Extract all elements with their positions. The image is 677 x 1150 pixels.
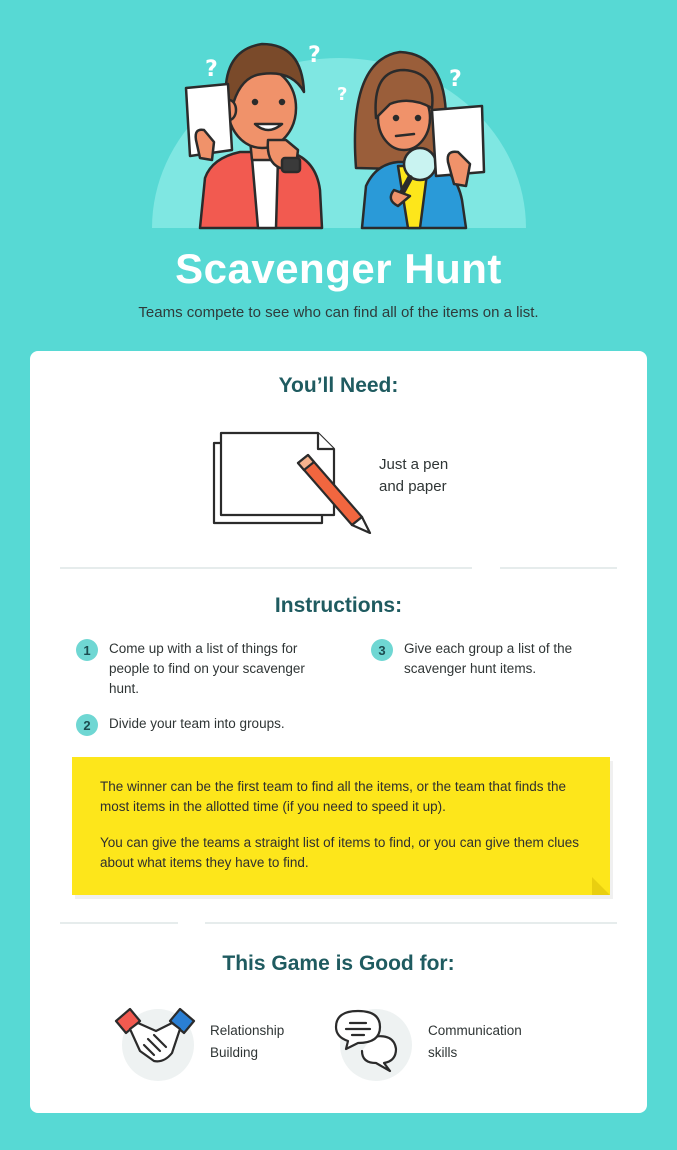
good-for-label [210, 1020, 320, 1064]
divider [500, 567, 617, 569]
good-for-heading: This Game is Good for: [222, 952, 455, 975]
need-item-line1: Just a pen [379, 456, 449, 473]
need-item-line2: and paper [379, 478, 447, 495]
instruction-step-2 [76, 714, 336, 736]
note-paragraph-1: The winner can be the first team to find all the items, or the team that finds the most items in the allotted time (if you need to speed it up). [100, 779, 566, 814]
need-heading: You’ll Need: [278, 374, 399, 397]
svg-text:?: ? [449, 67, 462, 92]
hero-illustration [0, 0, 677, 240]
pen-and-paper-icon [210, 429, 375, 534]
divider [60, 567, 472, 569]
good-for-label [428, 1020, 538, 1064]
step-number-badge: 3 [371, 639, 393, 661]
good-for-label-line1: Relationship [210, 1023, 285, 1038]
good-for-label-line1: Communication [428, 1023, 522, 1038]
step-text: Divide your team into groups. [109, 716, 285, 731]
page-subtitle: Teams compete to see who can find all of the items on a list. [138, 304, 539, 321]
good-for-item-relationship [114, 1003, 320, 1081]
sticky-note [72, 757, 610, 897]
svg-text:?: ? [308, 43, 321, 68]
divider [205, 922, 617, 924]
good-for-item-communication [332, 1003, 538, 1081]
step-number-badge: 2 [76, 714, 98, 736]
content-card [30, 351, 647, 1113]
note-paragraph-2: You can give the teams a straight list of items to find, or you can give them clues about what items they have to find. [100, 835, 579, 870]
step-text: Come up with a list of things for people to find on your scavenger hunt. [109, 641, 305, 696]
step-text: Give each group a list of the scavenger hunt items. [404, 641, 573, 676]
handshake-icon [114, 1003, 192, 1081]
step-number-badge: 1 [76, 639, 98, 661]
svg-text:?: ? [205, 57, 218, 82]
speech-bubbles-icon [332, 1003, 410, 1081]
good-for-label-line2: skills [428, 1045, 458, 1060]
note-fold-corner [592, 877, 610, 895]
page-title: Scavenger Hunt [175, 245, 502, 292]
good-for-label-line2: Building [210, 1045, 259, 1060]
instruction-step-1 [76, 639, 336, 699]
instruction-step-3 [371, 639, 611, 679]
need-item [379, 454, 499, 498]
instructions-heading: Instructions: [274, 594, 403, 617]
divider [60, 922, 178, 924]
svg-text:?: ? [337, 84, 348, 105]
